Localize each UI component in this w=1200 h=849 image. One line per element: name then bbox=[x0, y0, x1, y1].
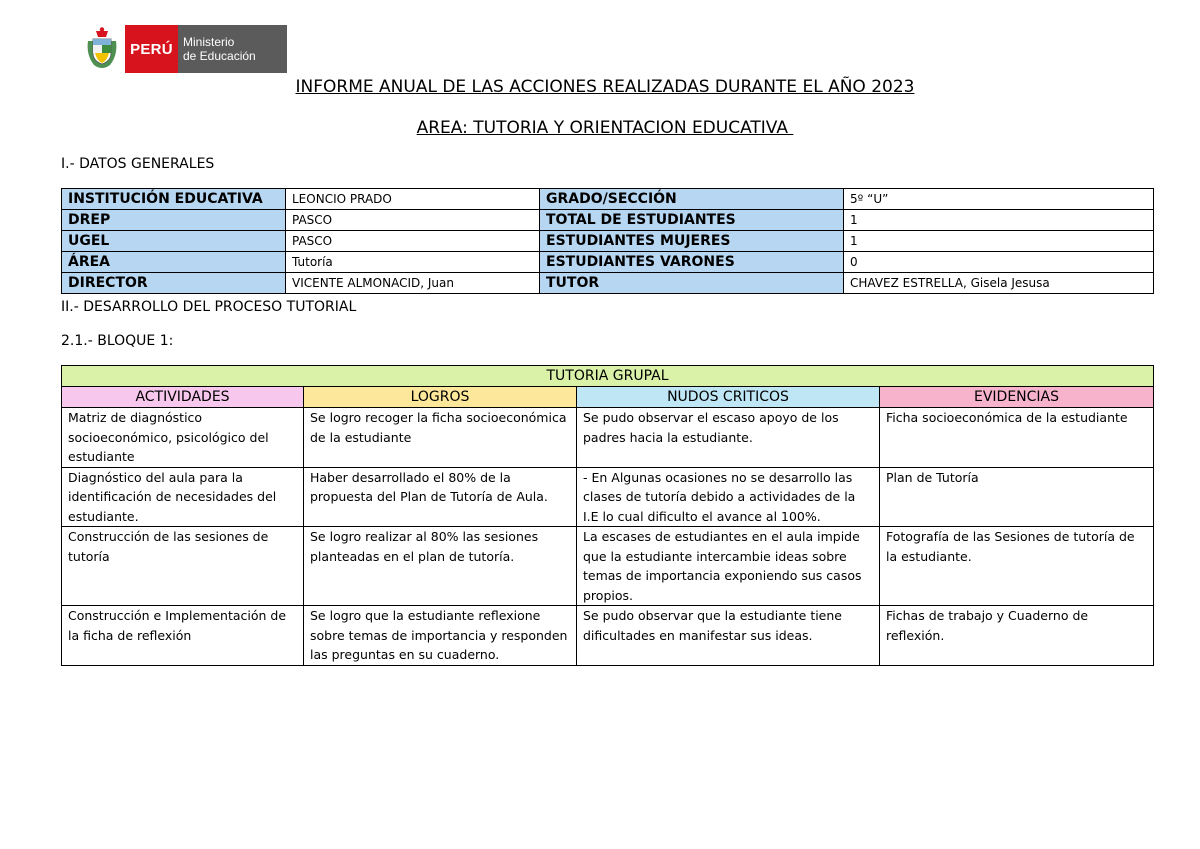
datos-label: DIRECTOR bbox=[62, 273, 286, 294]
header-actividades: ACTIVIDADES bbox=[62, 387, 304, 408]
minedu-logo bbox=[82, 25, 287, 73]
nudo-critico-cell: - En Algunas ocasiones no se desarrollo las clases de tutoría debido a actividades de la I.E lo cual dificulto el avance al 100%. bbox=[577, 467, 880, 527]
datos-row bbox=[62, 252, 1154, 273]
datos-label: TOTAL DE ESTUDIANTES bbox=[540, 210, 844, 231]
datos-label: UGEL bbox=[62, 231, 286, 252]
evidencia-cell: Plan de Tutoría bbox=[880, 467, 1154, 527]
datos-label: ESTUDIANTES VARONES bbox=[540, 252, 844, 273]
datos-label: DREP bbox=[62, 210, 286, 231]
datos-label: ÁREA bbox=[62, 252, 286, 273]
report-subtitle: AREA: TUTORIA Y ORIENTACION EDUCATIVA bbox=[416, 118, 794, 138]
datos-label: TUTOR bbox=[540, 273, 844, 294]
datos-value: 1 bbox=[844, 210, 1154, 231]
datos-value: PASCO bbox=[286, 231, 540, 252]
section-bloque-1: 2.1.- BLOQUE 1: bbox=[61, 333, 174, 349]
logro-cell: Haber desarrollado el 80% de la propuesta del Plan de Tutoría de Aula. bbox=[304, 467, 577, 527]
nudo-critico-cell: La escases de estudiantes en el aula impide que la estudiante intercambie ideas sobre temas de importancia exponiendo sus casos propios. bbox=[577, 527, 880, 606]
actividad-cell: Diagnóstico del aula para la identificación de necesidades del estudiante. bbox=[62, 467, 304, 527]
nudo-critico-cell: Se pudo observar el escaso apoyo de los padres hacia la estudiante. bbox=[577, 408, 880, 468]
datos-value: 1 bbox=[844, 231, 1154, 252]
datos-row bbox=[62, 210, 1154, 231]
report-title: INFORME ANUAL DE LAS ACCIONES REALIZADAS DURANTE EL AÑO 2023 bbox=[295, 77, 915, 97]
ministerio-label bbox=[178, 25, 287, 73]
ministerio-line2: de Educación bbox=[183, 49, 256, 63]
datos-row bbox=[62, 231, 1154, 252]
table-row bbox=[62, 527, 1154, 606]
datos-value: Tutoría bbox=[286, 252, 540, 273]
peru-label: PERÚ bbox=[125, 25, 178, 73]
section-datos-generales: I.- DATOS GENERALES bbox=[61, 156, 215, 172]
peru-coat-of-arms-icon bbox=[82, 25, 122, 73]
actividad-cell: Construcción e Implementación de la ficha de reflexión bbox=[62, 606, 304, 666]
datos-generales-table bbox=[61, 188, 1154, 294]
datos-value: CHAVEZ ESTRELLA, Gisela Jesusa bbox=[844, 273, 1154, 294]
header-nudos-criticos: NUDOS CRITICOS bbox=[577, 387, 880, 408]
tutoria-grupal-table bbox=[61, 365, 1154, 666]
evidencia-cell: Fotografía de las Sesiones de tutoría de la estudiante. bbox=[880, 527, 1154, 606]
datos-value: PASCO bbox=[286, 210, 540, 231]
header-logros: LOGROS bbox=[304, 387, 577, 408]
datos-label: ESTUDIANTES MUJERES bbox=[540, 231, 844, 252]
datos-label: GRADO/SECCIÓN bbox=[540, 189, 844, 210]
datos-value: LEONCIO PRADO bbox=[286, 189, 540, 210]
datos-label: INSTITUCIÓN EDUCATIVA bbox=[62, 189, 286, 210]
actividad-cell: Construcción de las sesiones de tutoría bbox=[62, 527, 304, 606]
datos-row bbox=[62, 273, 1154, 294]
datos-value: 0 bbox=[844, 252, 1154, 273]
logro-cell: Se logro que la estudiante reflexione sobre temas de importancia y responden las preguntas en su cuaderno. bbox=[304, 606, 577, 666]
evidencia-cell: Fichas de trabajo y Cuaderno de reflexión. bbox=[880, 606, 1154, 666]
table-row bbox=[62, 467, 1154, 527]
nudo-critico-cell: Se pudo observar que la estudiante tiene dificultades en manifestar sus ideas. bbox=[577, 606, 880, 666]
datos-row bbox=[62, 189, 1154, 210]
table-row bbox=[62, 408, 1154, 468]
ministerio-line1: Ministerio bbox=[183, 35, 235, 49]
section-proceso-tutorial: II.- DESARROLLO DEL PROCESO TUTORIAL bbox=[61, 299, 357, 315]
tutoria-grupal-title: TUTORIA GRUPAL bbox=[62, 366, 1154, 387]
header-evidencias: EVIDENCIAS bbox=[880, 387, 1154, 408]
actividad-cell: Matriz de diagnóstico socioeconómico, psicológico del estudiante bbox=[62, 408, 304, 468]
table-row bbox=[62, 606, 1154, 666]
evidencia-cell: Ficha socioeconómica de la estudiante bbox=[880, 408, 1154, 468]
datos-value: 5º “U” bbox=[844, 189, 1154, 210]
logro-cell: Se logro recoger la ficha socioeconómica de la estudiante bbox=[304, 408, 577, 468]
logro-cell: Se logro realizar al 80% las sesiones planteadas en el plan de tutoría. bbox=[304, 527, 577, 606]
datos-value: VICENTE ALMONACID, Juan bbox=[286, 273, 540, 294]
